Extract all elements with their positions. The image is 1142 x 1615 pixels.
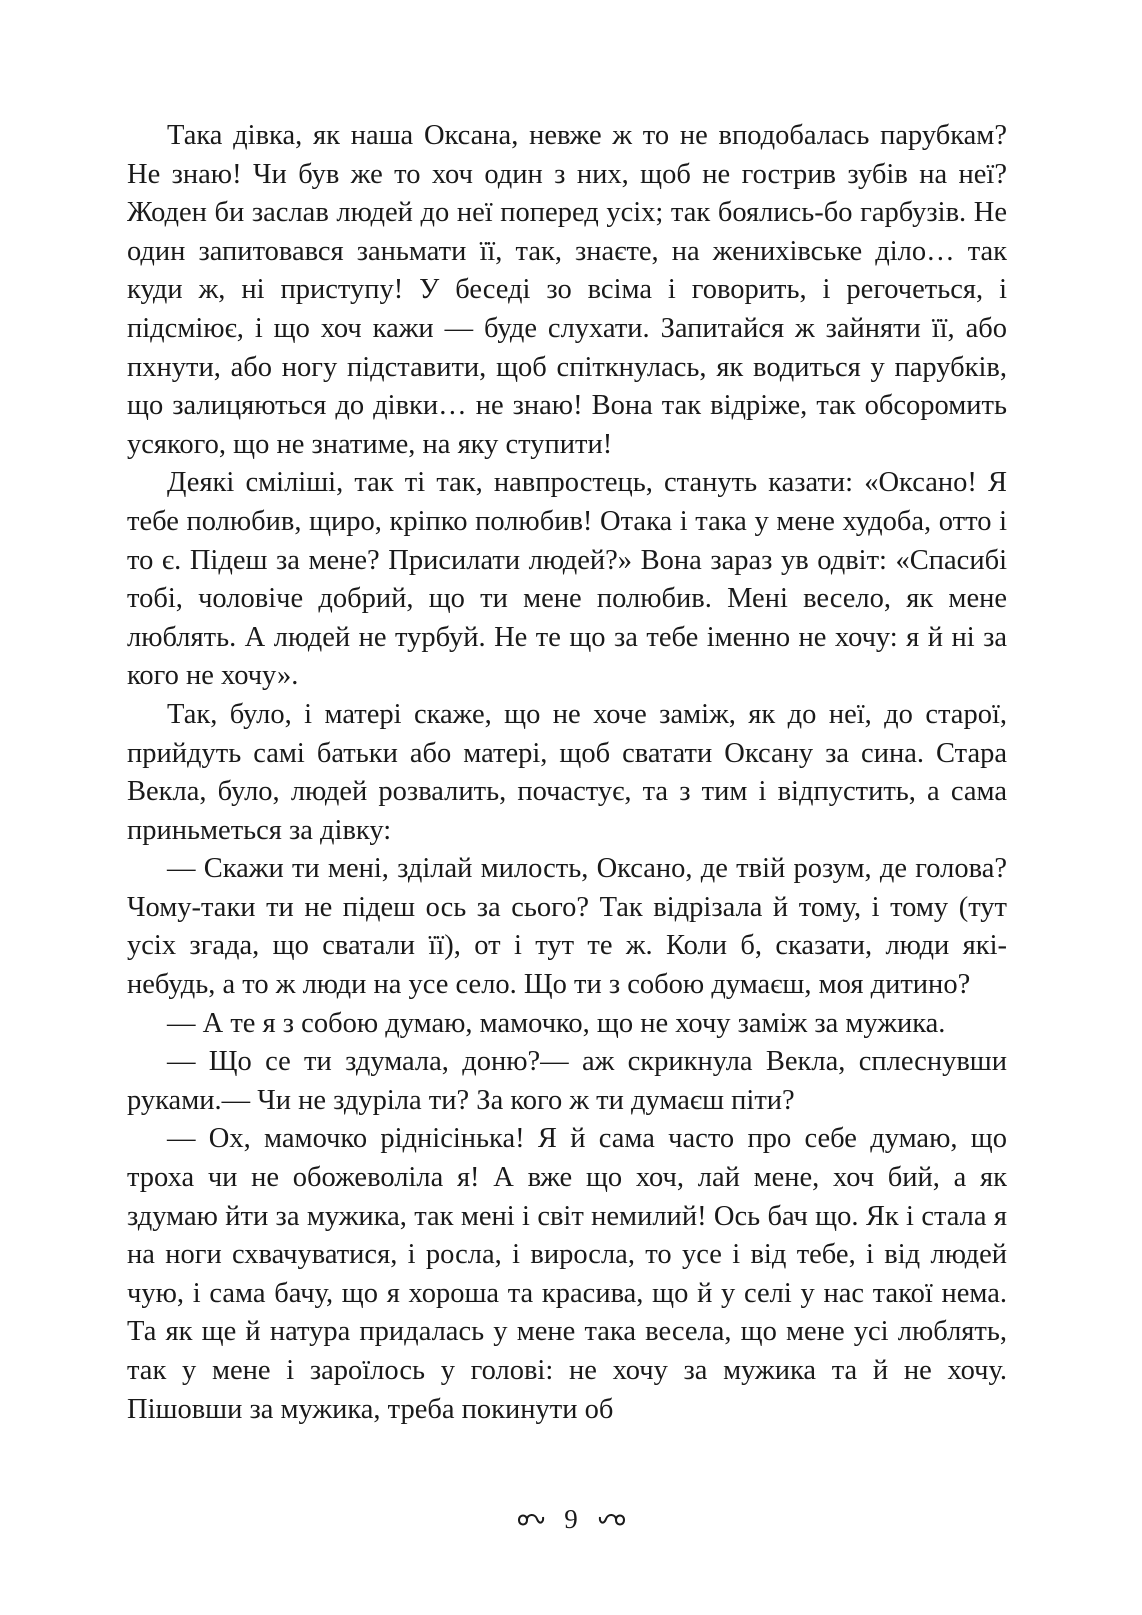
page-footer [0, 1502, 1142, 1535]
page-number: 9 [564, 1504, 578, 1535]
paragraph-1: Така дівка, як наша Оксана, невже ж то не вподобалась парубкам? Не знаю! Чи був же то хоч один з них, щоб не гострив зубів на неї? Жоден би заслав людей до неї поперед усіх; так боялись-бо гарбузів. Не один запитовався заньмати її, так, знаєте, на женихівське діло… так куди ж, ні приступу! У беседі зо всіма і говорить, і регочеться, і підсміює, і що хоч кажи — буде слухати. Запитайся ж зайняти її, або пхнути, або ногу підставити, щоб спіткнулась, як водиться у парубків, що залицяються до дівки… не знаю! Вона так відріже, так обсоромить усякого, що не знатиме, на яку ступити! [127, 120, 1007, 460]
paragraph-6: — Що се ти здумала, доню?— аж скрикнула Векла, сплеснувши руками.— Чи не здуріла ти? За кого ж ти думаєш піти? [127, 1046, 1007, 1116]
ornament-right-icon [597, 1511, 627, 1529]
paragraph-3: Так, було, і матері скаже, що не хоче заміж, як до неї, до старої, прийдуть самі батьки або матері, щоб сватати Оксану за сина. Стара Векла, було, людей розвалить, почастує, та з тим і відпустить, а сама приньметься за дівку: [127, 698, 1007, 846]
paragraph-7: — Ох, мамочко ріднісінька! Я й сама часто про себе думаю, що троха чи не обожеволіла я! А вже що хоч, лай мене, хоч бий, а як здумаю йти за мужика, так мені і світ немилий! Ось бач що. Як і стала я на ноги схвачуватися, і росла, і виросла, то усе і від тебе, і від людей чую, і сама бачу, що я хороша та красива, що й у селі у нас такої нема. Та як ще й натура придалась у мене така весела, що мене усі люблять, так у мене і зароїлось у голові: не хочу за мужика та й не хочу. Пішовши за мужика, треба покинути об [127, 1123, 1007, 1425]
paragraph-4: — Скажи ти мені, зділай милость, Оксано, де твій розум, де голова? Чому-таки ти не підеш ось за сього? Так відрізала й тому, і тому (тут усіх згада, що сватали її), от і тут те ж. Коли б, сказати, люди які-небудь, а то ж люди на усе село. Що ти з собою думаєш, моя дитино? [127, 853, 1007, 1001]
ornament-left-icon [516, 1511, 546, 1529]
body-text [127, 117, 1007, 1429]
paragraph-5: — А те я з собою думаю, мамочко, що не хочу заміж за мужика. [167, 1007, 946, 1039]
paragraph-2: Деякі сміліші, так ті так, навпростець, стануть казати: «Оксано! Я тебе полюбив, щиро, кріпко полюбив! Отака і така у мене худоба, отто і то є. Підеш за мене? Присилати людей?» Вона зараз ув одвіт: «Спасибі тобі, чоловіче добрий, що ти мене полюбив. Мені весело, як мене люблять. А людей не турбуй. Не те що за тебе іменно не хочу: я й ні за кого не хочу». [127, 467, 1007, 692]
